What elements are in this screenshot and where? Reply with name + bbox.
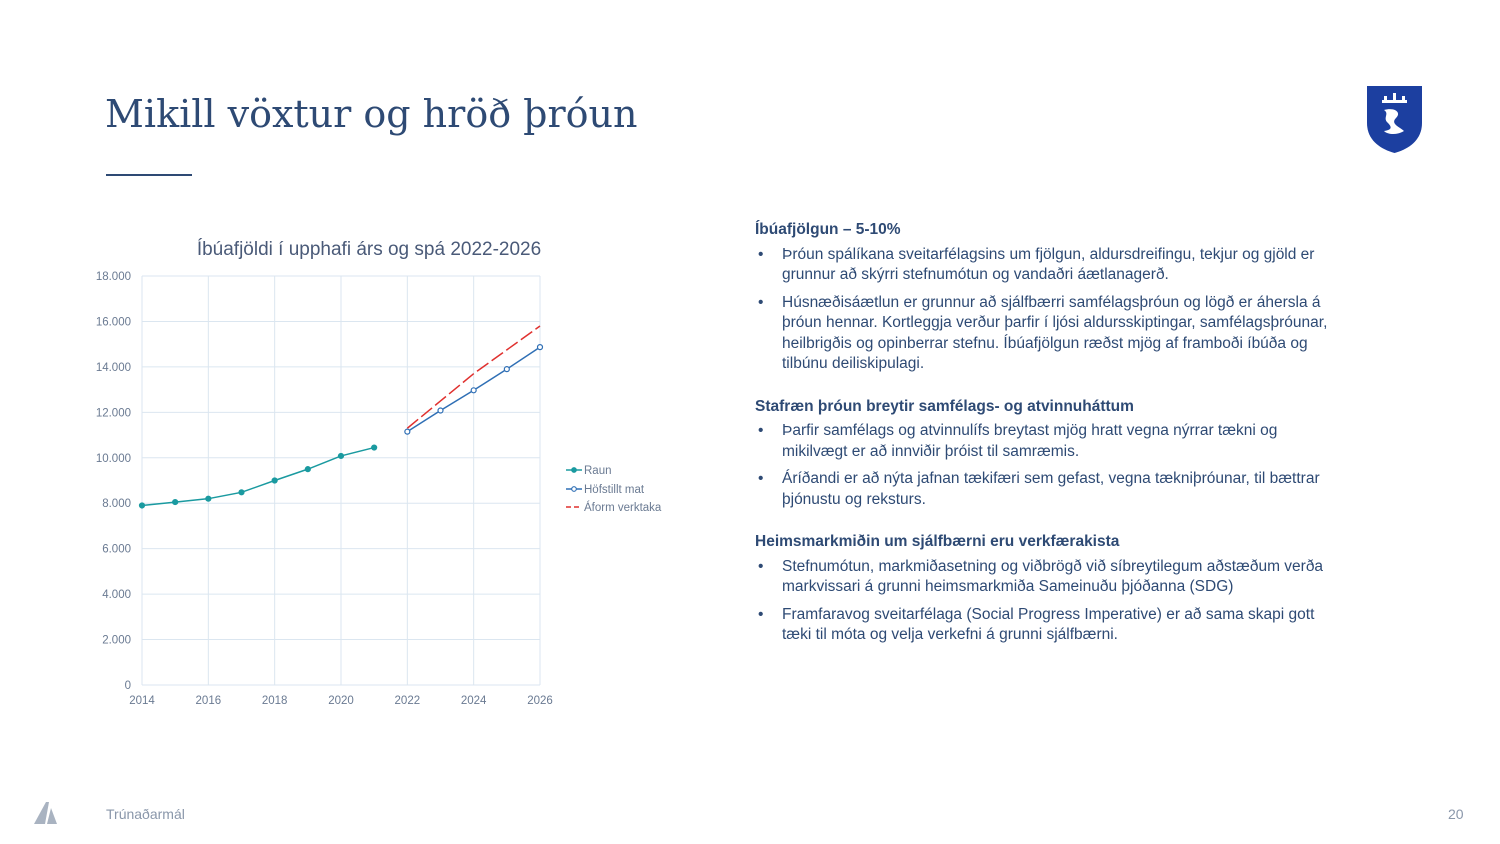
confidential-label: Trúnaðarmál bbox=[106, 806, 185, 822]
population-chart bbox=[90, 225, 690, 725]
x-tick-label: 2024 bbox=[460, 695, 487, 707]
bullet-item bbox=[755, 557, 1335, 598]
legend-label: Raun bbox=[584, 465, 612, 477]
y-tick-label: 8.000 bbox=[102, 498, 131, 511]
bullet-dot: • bbox=[758, 245, 764, 263]
municipal-crest-icon bbox=[1366, 85, 1423, 154]
y-tick-label: 6.000 bbox=[102, 543, 131, 556]
y-tick-label: 0 bbox=[124, 680, 131, 692]
x-tick-label: 2020 bbox=[328, 695, 354, 707]
bullet-text: Framfaravog sveitarfélaga (Social Progress Imperative) er að sama skapi gott tæki til móta og velja verkefni á grunni sjálfbærni. bbox=[782, 605, 1315, 643]
bullet-item bbox=[755, 245, 1335, 286]
data-point bbox=[239, 490, 244, 495]
x-tick-label: 2016 bbox=[195, 695, 222, 707]
y-tick-label: 18.000 bbox=[95, 271, 131, 283]
legend-marker bbox=[572, 487, 577, 492]
data-point bbox=[471, 388, 476, 393]
bullet-item bbox=[755, 605, 1335, 646]
data-point bbox=[339, 453, 344, 458]
x-tick-label: 2018 bbox=[261, 695, 288, 707]
bullet-dot: • bbox=[758, 293, 764, 311]
data-point bbox=[405, 429, 410, 434]
section-heading: Íbúafjölgun – 5-10% bbox=[755, 221, 901, 238]
slide-title: Mikill vöxtur og hröð þróun bbox=[105, 92, 638, 136]
bullet-dot: • bbox=[758, 422, 764, 439]
bullet-text: Húsnæðisáætlun er grunnur að sjálfbærri samfélagsþróun og lögð er áhersla á þróun hennar. Kortleggja verður þarfir í ljósi aldursskiptingar, samfélagsþróunar, heilbrigðis og opinberrar stefnu. Íbúafjölgun ræðst mjög af framboði íbúða og tilbúnu deiliskipulagi. bbox=[782, 293, 1328, 372]
y-tick-label: 14.000 bbox=[95, 361, 131, 374]
x-tick-label: 2026 bbox=[527, 695, 553, 707]
chart-title: Íbúafjöldi í upphafi árs og spá 2022-2026 bbox=[196, 239, 542, 260]
legend-label: Áform verktaka bbox=[584, 502, 662, 514]
page-number: 20 bbox=[1448, 806, 1464, 822]
text-panel bbox=[755, 220, 1335, 668]
legend-marker bbox=[572, 468, 577, 473]
title-underline bbox=[106, 174, 192, 176]
x-tick-label: 2014 bbox=[129, 695, 155, 707]
section-heading: Heimsmarkmiðin um sjálfbærni eru verkfærakista bbox=[755, 533, 1120, 550]
bullet-dot: • bbox=[758, 557, 764, 575]
bullet-text: Stefnumótun, markmiðasetning og viðbrögð við síbreytilegum aðstæðum verða markvissari á grunni heimsmarkmiða Sameinuðu þjóðanna (SDG) bbox=[782, 557, 1324, 595]
bullet-dot: • bbox=[758, 470, 764, 487]
y-tick-label: 10.000 bbox=[95, 452, 131, 465]
text-section bbox=[755, 532, 1335, 646]
data-point bbox=[206, 496, 211, 501]
bullet-item bbox=[755, 293, 1335, 375]
bullet-dot: • bbox=[758, 605, 764, 623]
y-tick-label: 2.000 bbox=[102, 634, 131, 647]
bullet-item bbox=[755, 421, 1335, 462]
data-point bbox=[173, 500, 178, 505]
bullet-text: Þarfir samfélags og atvinnulífs breytast mjög hratt vegna nýrrar tækni og mikilvægt er að innviðir þróist til samræmis. bbox=[782, 422, 1278, 460]
y-tick-label: 12.000 bbox=[95, 407, 131, 420]
company-logo-icon bbox=[34, 802, 58, 824]
y-tick-label: 16.000 bbox=[95, 316, 131, 329]
data-point bbox=[272, 478, 277, 483]
data-point bbox=[504, 367, 509, 372]
data-point bbox=[538, 345, 543, 350]
text-section bbox=[755, 397, 1335, 511]
data-point bbox=[140, 503, 145, 508]
data-point bbox=[305, 467, 310, 472]
data-point bbox=[438, 408, 443, 413]
section-heading: Stafræn þróun breytir samfélags- og atvinnuháttum bbox=[755, 397, 1134, 415]
text-section bbox=[755, 220, 1335, 375]
x-tick-label: 2022 bbox=[394, 695, 421, 707]
bullet-text: Þróun spálíkana sveitarfélagsins um fjölgun, aldursdreifingu, tekjur og gjöld er grunnur að skýrri stefnumótun og vandaðri áætlanagerð. bbox=[782, 245, 1315, 283]
y-tick-label: 4.000 bbox=[102, 589, 131, 602]
legend-label: Höfstillt mat bbox=[584, 484, 645, 496]
bullet-item bbox=[755, 469, 1335, 510]
data-point bbox=[372, 445, 377, 450]
bullet-text: Áríðandi er að nýta jafnan tækifæri sem gefast, vegna tækniþróunar, til bættrar þjónustu og reksturs. bbox=[782, 470, 1320, 508]
